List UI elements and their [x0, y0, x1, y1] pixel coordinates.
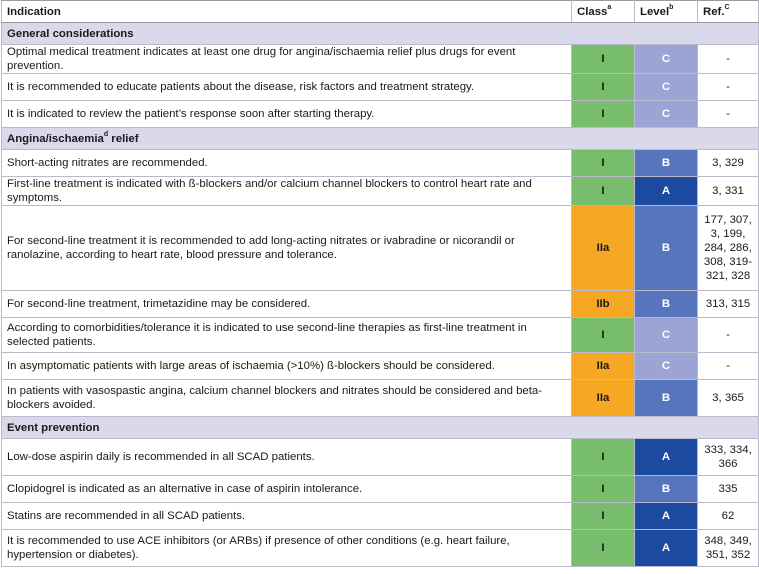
class-cell: IIa — [572, 380, 635, 417]
level-cell: B — [635, 291, 698, 318]
indication-cell: Short-acting nitrates are recommended. — [2, 150, 572, 177]
section-row-event-prevention — [2, 417, 759, 439]
level-cell: C — [635, 353, 698, 380]
class-cell: I — [572, 45, 635, 74]
level-cell: B — [635, 206, 698, 291]
table-row — [2, 380, 759, 417]
ref-cell: - — [698, 74, 759, 101]
class-cell: IIa — [572, 353, 635, 380]
indication-cell: According to comorbidities/tolerance it is indicated to use second-line therapies as first-line treatment in selected patients. — [2, 318, 572, 353]
class-cell: I — [572, 150, 635, 177]
table-row — [2, 74, 759, 101]
indication-cell: Statins are recommended in all SCAD patients. — [2, 503, 572, 530]
table-row — [2, 45, 759, 74]
indication-cell: For second-line treatment it is recommended to add long-acting nitrates or ivabradine or nicorandil or ranolazine, according to heart rate, blood pressure and tolerance. — [2, 206, 572, 291]
ref-cell: 3, 365 — [698, 380, 759, 417]
header-level: Level$^b$ — [635, 1, 698, 23]
class-cell: IIb — [572, 291, 635, 318]
level-cell: C — [635, 318, 698, 353]
indication-cell: Optimal medical treatment indicates at least one drug for angina/ischaemia relief plus drugs for event prevention. — [2, 45, 572, 74]
class-cell: IIa — [572, 206, 635, 291]
table-row — [2, 439, 759, 476]
level-cell: A — [635, 503, 698, 530]
section-title: General considerations — [2, 23, 759, 45]
level-cell: B — [635, 380, 698, 417]
indication-cell: For second-line treatment, trimetazidine may be considered. — [2, 291, 572, 318]
section-row-general — [2, 23, 759, 45]
section-title: Event prevention — [2, 417, 759, 439]
table-row — [2, 177, 759, 206]
level-cell: B — [635, 476, 698, 503]
table-row — [2, 101, 759, 128]
class-cell: I — [572, 101, 635, 128]
level-cell: B — [635, 150, 698, 177]
indication-cell: It is recommended to use ACE inhibitors (or ARBs) if presence of other conditions (e.g. heart failure, hypertension or diabetes). — [2, 530, 572, 567]
ref-cell: 177, 307, 3, 199, 284, 286, 308, 319-321, 328 — [698, 206, 759, 291]
level-cell: A — [635, 439, 698, 476]
indication-cell: In asymptomatic patients with large areas of ischaemia (>10%) ß-blockers should be considered. — [2, 353, 572, 380]
header-indication: Indication — [2, 1, 572, 23]
level-cell: C — [635, 101, 698, 128]
level-cell: A — [635, 530, 698, 567]
class-cell: I — [572, 177, 635, 206]
table-row — [2, 476, 759, 503]
table-row — [2, 503, 759, 530]
level-cell: C — [635, 74, 698, 101]
ref-cell: 348, 349, 351, 352 — [698, 530, 759, 567]
ref-cell: - — [698, 353, 759, 380]
ref-cell: - — [698, 101, 759, 128]
class-cell: I — [572, 74, 635, 101]
indication-cell: Clopidogrel is indicated as an alternative in case of aspirin intolerance. — [2, 476, 572, 503]
class-cell: I — [572, 530, 635, 567]
ref-cell: 3, 329 — [698, 150, 759, 177]
table-row — [2, 353, 759, 380]
ref-cell: 313, 315 — [698, 291, 759, 318]
section-row-angina — [2, 128, 759, 150]
ref-cell: 62 — [698, 503, 759, 530]
level-cell: C — [635, 45, 698, 74]
ref-cell: 335 — [698, 476, 759, 503]
table-row — [2, 291, 759, 318]
indication-cell: First-line treatment is indicated with ß-blockers and/or calcium channel blockers to control heart rate and symptoms. — [2, 177, 572, 206]
indication-cell: In patients with vasospastic angina, calcium channel blockers and nitrates should be considered and beta-blockers avoided. — [2, 380, 572, 417]
indication-cell: Low-dose aspirin daily is recommended in all SCAD patients. — [2, 439, 572, 476]
ref-cell: 333, 334, 366 — [698, 439, 759, 476]
level-cell: A — [635, 177, 698, 206]
recommendations-table — [1, 0, 759, 567]
section-title: Angina/ischaemia$^d$ relief — [2, 128, 759, 150]
header-row — [2, 1, 759, 23]
indication-cell: It is recommended to educate patients about the disease, risk factors and treatment strategy. — [2, 74, 572, 101]
table-row — [2, 206, 759, 291]
ref-cell: 3, 331 — [698, 177, 759, 206]
ref-cell: - — [698, 45, 759, 74]
table-row — [2, 150, 759, 177]
table-row — [2, 530, 759, 567]
ref-cell: - — [698, 318, 759, 353]
header-ref: Ref.$^C$ — [698, 1, 759, 23]
indication-cell: It is indicated to review the patient’s response soon after starting therapy. — [2, 101, 572, 128]
header-class: Class$^a$ — [572, 1, 635, 23]
class-cell: I — [572, 439, 635, 476]
class-cell: I — [572, 476, 635, 503]
table-row — [2, 318, 759, 353]
class-cell: I — [572, 503, 635, 530]
class-cell: I — [572, 318, 635, 353]
